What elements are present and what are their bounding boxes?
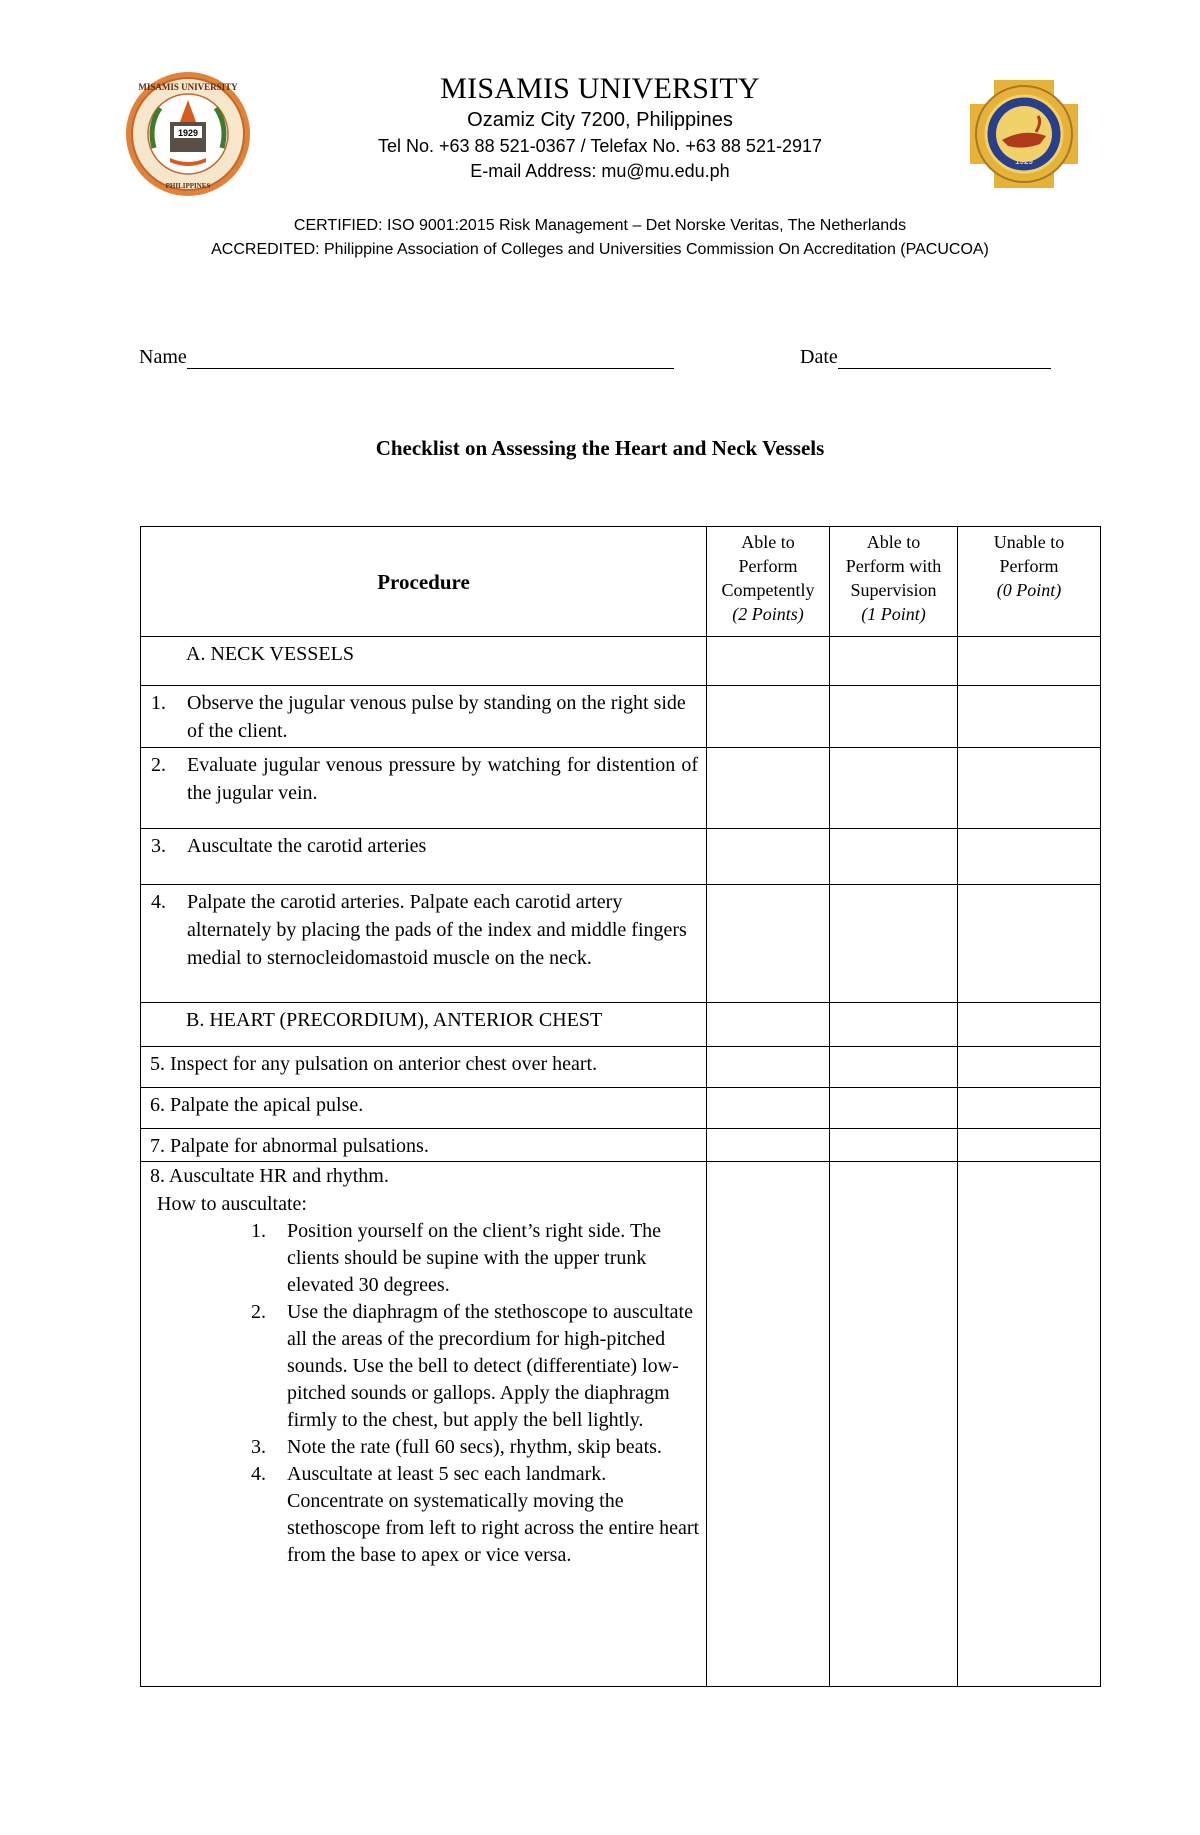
- procedure-cell: [141, 748, 707, 829]
- score-cell-0[interactable]: [958, 829, 1101, 885]
- section-b-heading: B. HEART (PRECORDIUM), ANTERIOR CHEST: [186, 1009, 603, 1031]
- score-cell-0[interactable]: [958, 1129, 1101, 1162]
- score-cell-2[interactable]: [707, 748, 830, 829]
- item-text: Auscultate the carotid arteries: [187, 835, 427, 857]
- score-cell-2[interactable]: [707, 885, 830, 1003]
- email-address: E-mail Address: mu@mu.edu.ph: [470, 161, 730, 181]
- date-field-row: [800, 346, 1051, 369]
- score-cell-2[interactable]: [707, 1129, 830, 1162]
- procedure-cell: [141, 829, 707, 885]
- score-cell-2[interactable]: [707, 829, 830, 885]
- procedure-cell: [141, 1129, 707, 1162]
- svg-text:MISAMIS UNIVERSITY: MISAMIS UNIVERSITY: [138, 82, 238, 92]
- step-number: 4.: [251, 1463, 266, 1485]
- procedure-cell: [141, 686, 707, 748]
- score-cell-0[interactable]: [958, 1047, 1101, 1088]
- table-row: [141, 1129, 1101, 1162]
- auscultation-steps: [251, 1218, 706, 1569]
- step-number: 3.: [251, 1436, 266, 1458]
- table-row: [141, 1088, 1101, 1129]
- list-item: [251, 1218, 706, 1299]
- table-row: [141, 829, 1101, 885]
- table-row: [141, 637, 1101, 686]
- item-text: 5. Inspect for any pulsation on anterior chest over heart.: [150, 1053, 598, 1075]
- table-row: [141, 1162, 1101, 1687]
- score-cell-1[interactable]: [830, 1129, 958, 1162]
- step-text: Position yourself on the client’s right side. The clients should be supine with the upper trunk elevated 30 degrees.: [287, 1220, 662, 1296]
- points-label: (2 Points): [732, 604, 804, 624]
- item-number: 3.: [151, 835, 166, 857]
- score-cell-2[interactable]: [707, 686, 830, 748]
- score-cell-0[interactable]: [958, 748, 1101, 829]
- svg-text:1929: 1929: [1015, 157, 1033, 166]
- score-cell-0[interactable]: [958, 637, 1101, 686]
- header-line: Unable to: [993, 532, 1065, 552]
- header-line: Perform: [738, 556, 798, 576]
- step-number: 1.: [251, 1220, 266, 1242]
- table-row: [141, 1047, 1101, 1088]
- procedure-cell: [141, 637, 707, 686]
- item-text: 7. Palpate for abnormal pulsations.: [150, 1135, 429, 1157]
- letterhead: [300, 72, 900, 184]
- item-number: 4.: [151, 891, 166, 913]
- points-label: (0 Point): [996, 580, 1062, 600]
- step-text: Note the rate (full 60 secs), rhythm, skip beats.: [287, 1436, 662, 1458]
- header-line: Able to: [741, 532, 795, 552]
- unable-header: [958, 527, 1101, 637]
- procedure-cell: [141, 1162, 707, 1687]
- university-address: Ozamiz City 7200, Philippines: [467, 109, 733, 131]
- misamis-university-seal-icon: [124, 70, 252, 198]
- item-text: 6. Palpate the apical pulse.: [150, 1094, 364, 1116]
- header-line: Perform: [999, 556, 1059, 576]
- procedure-cell: [141, 885, 707, 1003]
- name-field-row: [139, 346, 674, 369]
- score-cell-1[interactable]: [830, 829, 958, 885]
- score-cell-2[interactable]: [707, 1088, 830, 1129]
- header-line: Competently: [721, 580, 815, 600]
- header-line: Supervision: [850, 580, 937, 600]
- score-cell-0[interactable]: [958, 1003, 1101, 1047]
- certified-line: CERTIFIED: ISO 9001:2015 Risk Management – Det Norske Veritas, The Netherlands: [293, 217, 907, 234]
- item-text: Evaluate jugular venous pressure by watching for distention of the jugular vein.: [187, 754, 698, 804]
- list-item: [251, 1434, 706, 1461]
- score-cell-1[interactable]: [830, 686, 958, 748]
- svg-text:PHILIPPINES: PHILIPPINES: [165, 182, 211, 190]
- table-row: [141, 1003, 1101, 1047]
- contact-numbers: Tel No. +63 88 521-0367 / Telefax No. +63 88 521-2917: [378, 136, 822, 156]
- points-label: (1 Point): [861, 604, 926, 624]
- date-label: Date: [800, 346, 838, 368]
- score-cell-2[interactable]: [707, 1162, 830, 1687]
- name-label: Name: [139, 346, 187, 368]
- list-item: [251, 1299, 706, 1434]
- table-header-row: [141, 527, 1101, 637]
- list-item: [251, 1461, 706, 1569]
- certifications: [100, 214, 1100, 262]
- table-row: [141, 748, 1101, 829]
- score-cell-0[interactable]: [958, 1162, 1101, 1687]
- score-cell-1[interactable]: [830, 1047, 958, 1088]
- header-line: Able to: [866, 532, 921, 552]
- section-a-heading: A. NECK VESSELS: [186, 643, 354, 665]
- score-cell-1[interactable]: [830, 637, 958, 686]
- item-text: 8. Auscultate HR and rhythm.: [150, 1165, 389, 1187]
- procedure-cell: [141, 1088, 707, 1129]
- score-cell-2[interactable]: [707, 637, 830, 686]
- supervision-header: [830, 527, 958, 637]
- name-blank-line[interactable]: [187, 348, 674, 369]
- procedure-header: Procedure: [141, 527, 707, 637]
- item-text: Palpate the carotid arteries. Palpate each carotid artery alternately by placing the pads of the index and middle fingers medial to sternocleidomastoid muscle on the neck.: [187, 891, 687, 969]
- score-cell-1[interactable]: [830, 1003, 958, 1047]
- score-cell-2[interactable]: [707, 1003, 830, 1047]
- score-cell-2[interactable]: [707, 1047, 830, 1088]
- checklist-table: [140, 526, 1101, 1687]
- score-cell-0[interactable]: [958, 686, 1101, 748]
- score-cell-1[interactable]: [830, 748, 958, 829]
- procedure-cell: [141, 1003, 707, 1047]
- accredited-line: ACCREDITED: Philippine Association of Colleges and Universities Commission On Accreditation (PACUCOA): [211, 241, 989, 258]
- table-row: [141, 686, 1101, 748]
- item-number: 1.: [151, 692, 166, 714]
- step-text: Auscultate at least 5 sec each landmark. Concentrate on systematically moving the stethoscope from left to right across the entire heart from the base to apex or vice versa.: [287, 1463, 700, 1566]
- how-to-label: How to auscultate:: [157, 1193, 307, 1215]
- score-cell-1[interactable]: [830, 885, 958, 1003]
- header-line: Perform with: [845, 556, 942, 576]
- item-text: Observe the jugular venous pulse by standing on the right side of the client.: [187, 692, 686, 742]
- item-number: 2.: [151, 754, 166, 776]
- university-name: MISAMIS UNIVERSITY: [440, 72, 760, 105]
- svg-text:1929: 1929: [177, 128, 199, 138]
- date-blank-line[interactable]: [838, 348, 1051, 369]
- score-cell-1[interactable]: [830, 1162, 958, 1687]
- lamp-seal-icon: [960, 70, 1088, 198]
- step-text: Use the diaphragm of the stethoscope to auscultate all the areas of the precordium for high-pitched sounds. Use the bell to detect (differentiate) low-pitched sounds or gallops. Apply the diaphragm firmly to the chest, but apply the bell lightly.: [287, 1301, 693, 1431]
- score-cell-0[interactable]: [958, 885, 1101, 1003]
- checklist-title: Checklist on Assessing the Heart and Neck Vessels: [375, 436, 825, 460]
- table-row: [141, 885, 1101, 1003]
- score-cell-1[interactable]: [830, 1088, 958, 1129]
- score-cell-0[interactable]: [958, 1088, 1101, 1129]
- step-number: 2.: [251, 1301, 266, 1323]
- procedure-cell: [141, 1047, 707, 1088]
- competent-header: [707, 527, 830, 637]
